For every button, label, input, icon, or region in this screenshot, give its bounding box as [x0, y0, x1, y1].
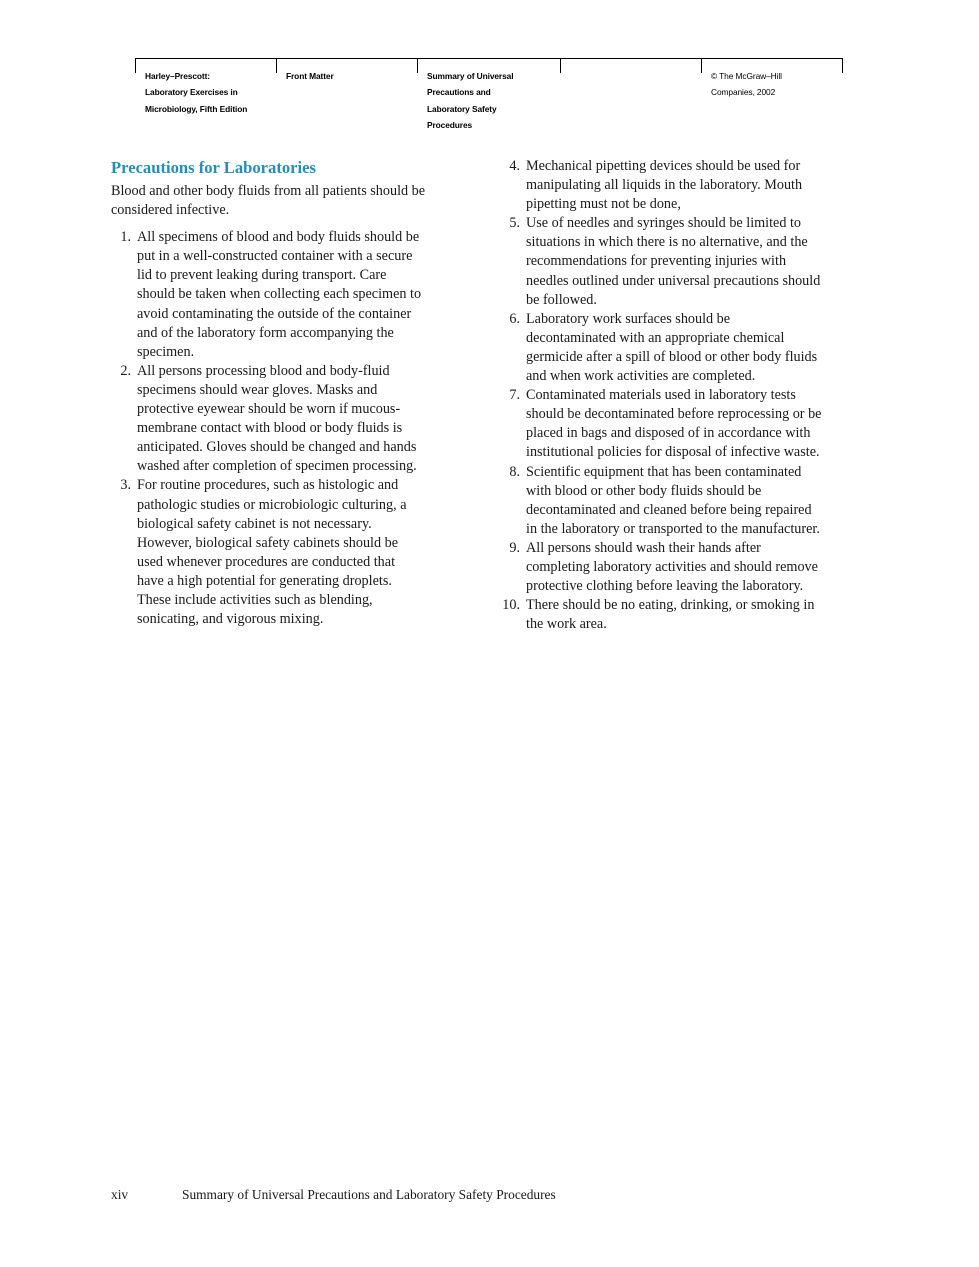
- text-line: Contaminated materials used in laboratory tests: [526, 387, 796, 404]
- header-divider: [842, 59, 843, 73]
- text-line: biological safety cabinet is not necessary.: [137, 515, 372, 532]
- footer-title: Summary of Universal Precautions and Laboratory Safety Procedures: [182, 1187, 556, 1202]
- text-line: Laboratory work surfaces should be: [526, 310, 731, 327]
- header-line: Laboratory Exercises in: [145, 87, 238, 98]
- item-number: 4.: [509, 158, 520, 174]
- header-divider: [701, 59, 702, 73]
- item-number: 2.: [120, 362, 131, 379]
- text-line: and of the laboratory form accompanying the: [137, 324, 394, 341]
- item-number: 3.: [120, 477, 131, 494]
- header-line: Procedures: [427, 119, 473, 130]
- item-number: 7.: [509, 387, 520, 404]
- header-line: © The McGraw–Hill: [711, 71, 782, 81]
- text-line: and when work activities are completed.: [526, 368, 756, 385]
- list-item: [500, 214, 856, 309]
- text-line: Use of needles and syringes should be limited to: [526, 215, 802, 232]
- text-line: with blood or other body fluids should be: [526, 482, 762, 499]
- page-number: xiv: [111, 1187, 129, 1202]
- header-divider: [276, 59, 277, 73]
- header-divider: [417, 59, 418, 73]
- item-number: 8.: [509, 463, 520, 480]
- item-number: 10.: [502, 597, 520, 614]
- list-item: [111, 362, 471, 477]
- text-line: should be decontaminated before reprocessing or be: [526, 406, 822, 423]
- list-item: [500, 386, 856, 462]
- header-divider: [560, 59, 561, 73]
- header-line: Front Matter: [286, 71, 334, 81]
- list-item: [111, 228, 471, 362]
- header-divider: [135, 59, 136, 73]
- text-line: Mechanical pipetting devices should be used for: [526, 158, 801, 174]
- text-line: decontaminated and cleaned before being repaired: [526, 501, 812, 518]
- text-line: placed in bags and disposed of in accordance with: [526, 425, 811, 442]
- text-line: There should be no eating, drinking, or smoking in: [526, 597, 815, 614]
- left-column: [111, 157, 471, 629]
- text-line: the work area.: [526, 616, 607, 633]
- text-line: For routine procedures, such as histologic and: [137, 477, 399, 494]
- header-chapter: [427, 68, 513, 133]
- header-line: Precautions and: [427, 87, 491, 98]
- header-copyright: [711, 68, 782, 101]
- text-line: specimens should wear gloves. Masks and: [137, 381, 378, 398]
- text-line: washed after completion of specimen processing.: [137, 458, 417, 475]
- list-item: [500, 596, 856, 634]
- text-line: specimen.: [137, 343, 195, 360]
- list-item: [500, 539, 856, 596]
- text-line: avoid contaminating the outside of the container: [137, 305, 412, 322]
- text-line: put in a well-constructed container with a secure: [137, 248, 413, 265]
- text-line: lid to prevent leaking during transport. Care: [137, 267, 387, 284]
- text-line: Scientific equipment that has been contaminated: [526, 463, 802, 480]
- item-number: 1.: [120, 229, 131, 246]
- text-line: These include activities such as blending,: [137, 591, 373, 608]
- text-line: pathologic studies or microbiologic culturing, a: [137, 496, 407, 513]
- header-line: Harley–Prescott:: [145, 71, 210, 81]
- text-line: sonicating, and vigorous mixing.: [137, 611, 324, 628]
- precautions-list-right: [500, 157, 856, 634]
- text-line: considered infective.: [111, 202, 230, 219]
- text-line: recommendations for preventing injuries with: [526, 253, 787, 270]
- text-line: All specimens of blood and body fluids should be: [137, 229, 420, 246]
- text-line: situations in which there is no alternative, and the: [526, 234, 808, 251]
- text-line: should be taken when collecting each specimen to: [137, 286, 422, 303]
- precautions-list-left: [111, 228, 471, 629]
- text-line: be followed.: [526, 291, 597, 308]
- header-line: Microbiology, Fifth Edition: [145, 103, 248, 114]
- text-line: in the laboratory or transported to the manufacturer.: [526, 520, 820, 537]
- header-line: Companies, 2002: [711, 87, 776, 98]
- text-line: have a high potential for generating droplets.: [137, 572, 392, 589]
- list-item: [111, 476, 471, 629]
- text-line: pipetting must not be done,: [526, 196, 681, 213]
- text-line: used whenever procedures are conducted that: [137, 553, 396, 570]
- text-line: completing laboratory activities and should remove: [526, 558, 818, 575]
- text-line: anticipated. Gloves should be changed and hands: [137, 439, 417, 456]
- right-column: [500, 157, 856, 634]
- text-line: institutional policies for disposal of infective waste.: [526, 444, 820, 461]
- header-line: Summary of Universal: [427, 71, 514, 81]
- item-number: 9.: [509, 539, 520, 556]
- header-part: [286, 68, 334, 84]
- text-line: germicide after a spill of blood or other body fluids: [526, 348, 818, 365]
- text-line: needles outlined under universal precautions should: [526, 272, 821, 289]
- header-book-title: [145, 68, 247, 117]
- text-line: protective eyewear should be worn if mucous-: [137, 401, 401, 418]
- text-line: protective clothing before leaving the laboratory.: [526, 578, 804, 595]
- running-header: [135, 58, 843, 131]
- list-item: [500, 463, 856, 539]
- text-line: All persons should wash their hands after: [526, 539, 761, 556]
- text-line: However, biological safety cabinets should be: [137, 534, 399, 551]
- text-line: membrane contact with blood or body fluids is: [137, 420, 403, 437]
- list-item: [500, 310, 856, 386]
- header-line: Laboratory Safety: [427, 103, 497, 114]
- list-item: [500, 157, 856, 214]
- item-number: 6.: [509, 310, 520, 327]
- text-line: manipulating all liquids in the laboratory. Mouth: [526, 177, 803, 194]
- text-line: decontaminated with an appropriate chemical: [526, 329, 785, 346]
- text-line: Blood and other body fluids from all patients should be: [111, 183, 426, 199]
- section-title: Precautions for Laboratories: [111, 158, 316, 177]
- item-number: 5.: [509, 215, 520, 232]
- section-intro: [111, 182, 471, 220]
- text-line: All persons processing blood and body-fluid: [137, 362, 390, 379]
